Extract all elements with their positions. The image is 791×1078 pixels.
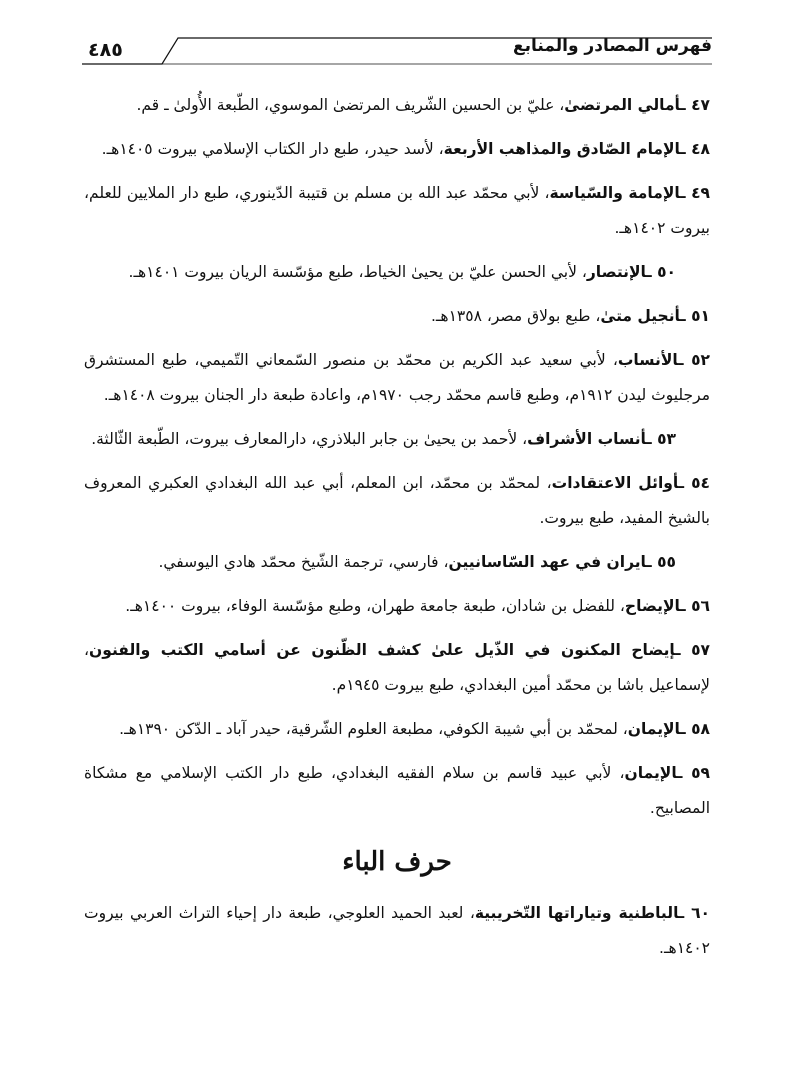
entry-number: ٥٥ ـ xyxy=(646,553,676,571)
bibliography-entry xyxy=(84,299,710,334)
entry-details: ، طبع بولاق مصر، ١٣٥٨هـ. xyxy=(430,307,601,325)
entry-number: ٥٧ ـ xyxy=(675,641,711,659)
entry-details: ، لأحمد بن يحيىٰ بن جابر البلاذري، دارالمعارف بيروت، الطّبعة الثّالثة. xyxy=(91,430,528,448)
entry-title: أنجيل متىٰ xyxy=(600,307,681,325)
entry-title: الإيضاح xyxy=(624,597,681,615)
bibliography-entry xyxy=(84,545,710,580)
entry-details: ، لمحمّد بن محمّد، ابن المعلم، أبي عبد الله البغدادي العكبري المعروف بالشيخ المفيد، طبع بيروت. xyxy=(84,474,710,527)
entry-details: ، لأبي الحسن عليّ بن يحيىٰ الخياط، طبع مؤسّسة الريان بيروت ١٤٠١هـ. xyxy=(128,263,587,281)
bibliography-entry xyxy=(84,176,710,246)
entry-number: ٦٠ ـ xyxy=(678,904,710,922)
entry-title: الإيمان xyxy=(627,720,681,738)
entry-title: أوائل الاعتقادات xyxy=(551,474,679,492)
bibliography-entry xyxy=(84,712,710,747)
entry-number: ٥٤ ـ xyxy=(678,474,710,492)
bibliography-entry xyxy=(84,466,710,536)
entry-title: الإنتصار xyxy=(586,263,647,281)
entry-details: ، لإسماعيل باشا بن محمّد أمين البغدادي، طبع بيروت ١٩٤٥م. xyxy=(84,641,710,694)
page-header xyxy=(82,30,712,66)
chapter-heading: حرف الباء xyxy=(342,847,452,877)
bibliography-entry xyxy=(84,756,710,826)
entry-title: أمالي المرتضىٰ xyxy=(564,96,681,114)
entry-title: الأنساب xyxy=(617,351,679,369)
entry-details: ، لمحمّد بن أبي شيبة الكوفي، مطبعة العلوم الشّرقية، حيدر آباد ـ الدّكن ١٣٩٠هـ. xyxy=(119,720,628,738)
entry-title: إيضاح المكنون في الذّيل علىٰ كشف الظّنون عن أسامي الكتب والفنون xyxy=(89,641,676,659)
bibliography-entry xyxy=(84,896,710,966)
entry-title: ايران في عهد السّاسانيين xyxy=(448,553,647,571)
bibliography-entry xyxy=(84,422,710,457)
entry-number: ٥٣ ـ xyxy=(646,430,676,448)
running-header-title: فهرس المصادر والمنابع xyxy=(513,36,712,56)
entry-number: ٥٦ ـ xyxy=(680,597,710,615)
bibliography-entry xyxy=(84,633,710,703)
entry-number: ٥١ ـ xyxy=(680,307,710,325)
bibliography-entry xyxy=(84,255,710,290)
entry-title: الإيمان xyxy=(624,764,678,782)
entry-title: الباطنية وتياراتها التّخريبية xyxy=(474,904,679,922)
entry-number: ٤٩ ـ xyxy=(680,184,710,202)
entry-details: ، عليّ بن الحسين الشّريف المرتضىٰ الموسوي، الطّبعة الأُولىٰ ـ قم. xyxy=(136,96,565,114)
entry-title: أنساب الأشراف xyxy=(527,430,647,448)
page-number: ٤٨٥ xyxy=(88,39,123,61)
entry-details: ، لأبي محمّد عبد الله بن مسلم بن قتيبة الدّينوري، طبع دار الملايين للعلم، بيروت ١٤٠٢هـ. xyxy=(84,184,710,237)
entry-details: ، لعبد الحميد العلوجي، طبعة دار إحياء التراث العربي بيروت ١٤٠٢هـ. xyxy=(84,904,710,957)
entry-details: ، للفضل بن شادان، طبعة جامعة طهران، وطبع مؤسّسة الوفاء، بيروت ١٤٠٠هـ. xyxy=(125,597,625,615)
entry-number: ٤٧ ـ xyxy=(680,96,710,114)
bibliography-entry xyxy=(84,132,710,167)
entry-details: ، لأبي عبيد قاسم بن سلام الفقيه البغدادي، طبع دار الكتب الإسلامي مع مشكاة المصابيح. xyxy=(84,764,710,817)
entry-title: الإمام الصّادق والمذاهب الأربعة xyxy=(443,140,681,158)
entry-details: ، لأسد حيدر، طبع دار الكتاب الإسلامي بيروت ١٤٠٥هـ. xyxy=(101,140,444,158)
bibliography-list xyxy=(84,88,710,966)
entry-title: الإمامة والسّياسة xyxy=(549,184,681,202)
entry-number: ٥٨ ـ xyxy=(680,720,710,738)
bibliography-entry xyxy=(84,88,710,123)
entry-number: ٥٢ ـ xyxy=(678,351,710,369)
entry-number: ٤٨ ـ xyxy=(680,140,710,158)
entry-number: ٥٩ ـ xyxy=(677,764,710,782)
bibliography-entry xyxy=(84,589,710,624)
entry-details: ، لأبي سعيد عبد الكريم بن محمّد بن منصور السّمعاني التّميمي، طبع المستشرق مرجليوث ليدن ١٩١٢م، وطبع قاسم محمّد رجب ١٩٧٠م، واعادة طبعة دار الجنان بيروت ١٤٠٨هـ. xyxy=(84,351,710,404)
entry-number: ٥٠ ـ xyxy=(646,263,676,281)
bibliography-entry xyxy=(84,343,710,413)
entry-details: ، فارسي، ترجمة الشّيخ محمّد هادي اليوسفي. xyxy=(158,553,449,571)
